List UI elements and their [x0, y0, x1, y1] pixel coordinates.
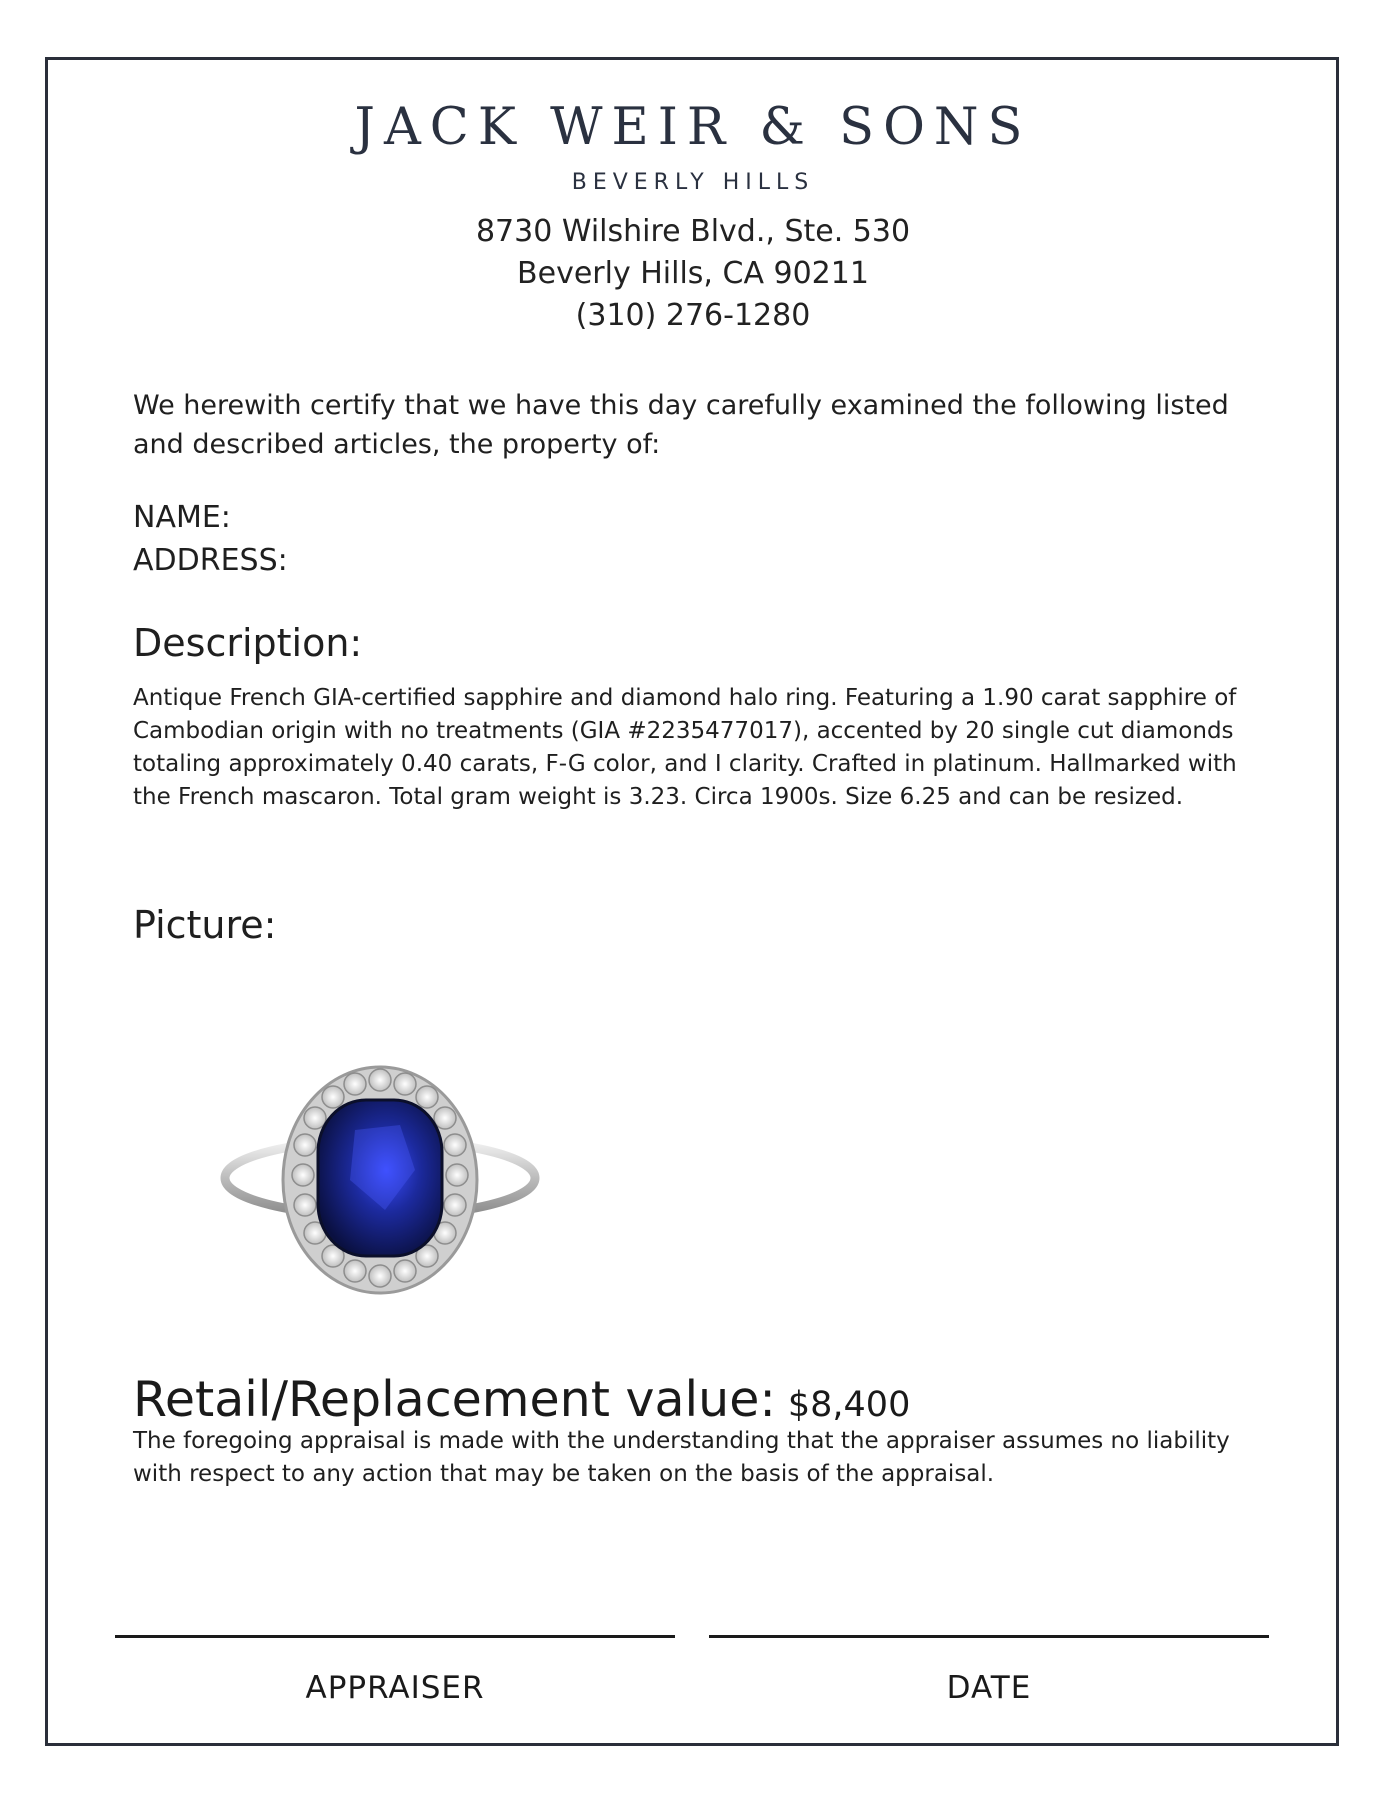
brand-location: BEVERLY HILLS — [571, 170, 815, 195]
certification-statement: We herewith certify that we have this day carefully examined the following listed and described articles, the property of: — [133, 390, 1229, 460]
brand-name: JACK WEIR & SONS — [354, 98, 1032, 157]
description-heading: Description: — [133, 621, 363, 665]
name-label: NAME: — [133, 500, 231, 535]
date-signature-line — [709, 1635, 1269, 1638]
description-body: Antique French GIA-certified sapphire and diamond halo ring. Featuring a 1.90 carat sapphire of Cambodian origin with no treatments (GIA #2235477017), accented by 20 single cut diamonds totaling approximately 0.40 carats, F-G color, and I clarity. Crafted in platinum. Hallmarked with the French mascaron. Total gram weight is 3.23. Circa 1900s. Size 6.25 and can be resized. — [133, 685, 1237, 810]
address-line-1: 8730 Wilshire Blvd., Ste. 530 — [475, 214, 911, 249]
address-label: ADDRESS: — [133, 543, 288, 578]
phone-number: (310) 276-1280 — [575, 298, 811, 333]
date-label: DATE — [946, 1670, 1032, 1706]
value-amount: $8,400 — [787, 1385, 911, 1425]
valuation-line — [133, 1371, 910, 1428]
value-label: Retail/Replacement value: — [133, 1371, 776, 1428]
address-line-2: Beverly Hills, CA 90211 — [517, 256, 869, 291]
appraiser-label: APPRAISER — [305, 1670, 485, 1706]
disclaimer-text: The foregoing appraisal is made with the understanding that the appraiser assumes no liability with respect to any action that may be taken on the basis of the appraisal. — [133, 1428, 1230, 1487]
appraiser-signature-line — [115, 1635, 675, 1638]
picture-heading: Picture: — [133, 903, 277, 947]
sapphire-halo-ring-photo — [215, 1060, 545, 1300]
